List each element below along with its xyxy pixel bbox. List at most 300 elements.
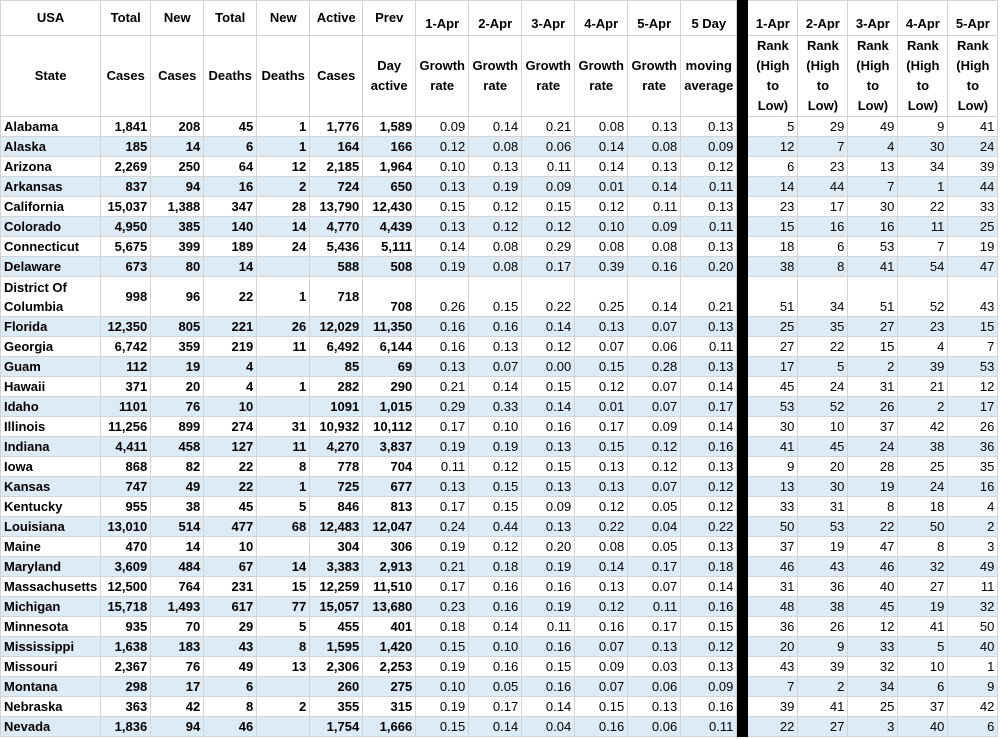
data-cell[interactable]: 0.13: [416, 357, 469, 377]
data-cell[interactable]: 0.12: [575, 377, 628, 397]
header-cell[interactable]: Rank (High to Low): [848, 36, 898, 117]
data-cell[interactable]: 6: [898, 677, 948, 697]
data-cell[interactable]: 18: [898, 497, 948, 517]
data-cell[interactable]: 0.13: [628, 637, 681, 657]
data-cell[interactable]: 0.16: [522, 417, 575, 437]
data-cell[interactable]: 0.13: [469, 337, 522, 357]
data-cell[interactable]: 0.12: [628, 437, 681, 457]
data-cell[interactable]: 8: [204, 697, 257, 717]
data-cell[interactable]: 8: [257, 637, 310, 657]
header-cell[interactable]: Cases: [310, 36, 363, 117]
data-cell[interactable]: 6,492: [310, 337, 363, 357]
data-cell[interactable]: 0.19: [522, 557, 575, 577]
data-cell[interactable]: 0.15: [575, 697, 628, 717]
data-cell[interactable]: 17: [798, 197, 848, 217]
data-cell[interactable]: 0.22: [575, 517, 628, 537]
data-cell[interactable]: 0.13: [575, 317, 628, 337]
data-cell[interactable]: 0.13: [681, 657, 737, 677]
data-cell[interactable]: 0.13: [416, 477, 469, 497]
data-cell[interactable]: 0.08: [469, 137, 522, 157]
data-cell[interactable]: 26: [948, 417, 998, 437]
data-cell[interactable]: 0.14: [469, 117, 522, 137]
header-cell[interactable]: Rank (High to Low): [898, 36, 948, 117]
data-cell[interactable]: 22: [748, 717, 798, 737]
data-cell[interactable]: 0.15: [469, 277, 522, 317]
data-cell[interactable]: 355: [310, 697, 363, 717]
data-cell[interactable]: 30: [798, 477, 848, 497]
state-cell[interactable]: Kansas: [1, 477, 101, 497]
data-cell[interactable]: 0.17: [469, 697, 522, 717]
data-cell[interactable]: 38: [748, 257, 798, 277]
data-cell[interactable]: 837: [101, 177, 151, 197]
data-cell[interactable]: 43: [798, 557, 848, 577]
data-cell[interactable]: 0.20: [681, 257, 737, 277]
data-cell[interactable]: 1,589: [363, 117, 416, 137]
data-cell[interactable]: 2: [257, 177, 310, 197]
data-cell[interactable]: 11,256: [101, 417, 151, 437]
data-cell[interactable]: 0.11: [681, 177, 737, 197]
data-cell[interactable]: 49: [848, 117, 898, 137]
data-cell[interactable]: 0.07: [628, 377, 681, 397]
header-cell[interactable]: 4-Apr: [575, 1, 628, 36]
data-cell[interactable]: 0.10: [416, 677, 469, 697]
state-cell[interactable]: District Of Columbia: [1, 277, 101, 317]
data-cell[interactable]: 0.17: [681, 397, 737, 417]
data-cell[interactable]: 0.06: [628, 717, 681, 737]
data-cell[interactable]: 0.09: [416, 117, 469, 137]
data-cell[interactable]: 0.18: [469, 557, 522, 577]
data-cell[interactable]: 764: [151, 577, 204, 597]
data-cell[interactable]: 12: [948, 377, 998, 397]
data-cell[interactable]: 6,742: [101, 337, 151, 357]
data-cell[interactable]: 298: [101, 677, 151, 697]
data-cell[interactable]: 0.28: [628, 357, 681, 377]
data-cell[interactable]: 470: [101, 537, 151, 557]
data-cell[interactable]: 0.13: [522, 517, 575, 537]
data-cell[interactable]: 401: [363, 617, 416, 637]
header-cell[interactable]: 4-Apr: [898, 1, 948, 36]
state-cell[interactable]: California: [1, 197, 101, 217]
data-cell[interactable]: 34: [798, 277, 848, 317]
data-cell[interactable]: 0.08: [575, 237, 628, 257]
data-cell[interactable]: 1: [257, 137, 310, 157]
data-cell[interactable]: 9: [898, 117, 948, 137]
data-cell[interactable]: 0.17: [575, 417, 628, 437]
state-cell[interactable]: Montana: [1, 677, 101, 697]
data-cell[interactable]: 19: [151, 357, 204, 377]
data-cell[interactable]: 11: [257, 437, 310, 457]
data-cell[interactable]: [257, 677, 310, 697]
data-cell[interactable]: 0.14: [628, 277, 681, 317]
data-cell[interactable]: 2: [848, 357, 898, 377]
data-cell[interactable]: 12,483: [310, 517, 363, 537]
data-cell[interactable]: 23: [798, 157, 848, 177]
data-cell[interactable]: 0.15: [469, 497, 522, 517]
data-cell[interactable]: 304: [310, 537, 363, 557]
data-cell[interactable]: 19: [898, 597, 948, 617]
data-cell[interactable]: 5: [798, 357, 848, 377]
data-cell[interactable]: 0.11: [416, 457, 469, 477]
data-cell[interactable]: 0.11: [628, 197, 681, 217]
data-cell[interactable]: 7: [948, 337, 998, 357]
data-cell[interactable]: 0.13: [681, 237, 737, 257]
data-cell[interactable]: 1,841: [101, 117, 151, 137]
data-cell[interactable]: 7: [848, 177, 898, 197]
data-cell[interactable]: 70: [151, 617, 204, 637]
data-cell[interactable]: 52: [798, 397, 848, 417]
data-cell[interactable]: 0.13: [681, 537, 737, 557]
data-cell[interactable]: 76: [151, 397, 204, 417]
data-cell[interactable]: 0.07: [575, 637, 628, 657]
data-cell[interactable]: 24: [257, 237, 310, 257]
data-cell[interactable]: 85: [310, 357, 363, 377]
header-cell[interactable]: Total: [204, 1, 257, 36]
data-cell[interactable]: 45: [204, 497, 257, 517]
data-cell[interactable]: 0.21: [416, 377, 469, 397]
data-cell[interactable]: 0.17: [522, 257, 575, 277]
header-cell[interactable]: Growth rate: [628, 36, 681, 117]
data-cell[interactable]: 36: [948, 437, 998, 457]
state-cell[interactable]: Nebraska: [1, 697, 101, 717]
data-cell[interactable]: 112: [101, 357, 151, 377]
data-cell[interactable]: 0.12: [522, 217, 575, 237]
data-cell[interactable]: 5,675: [101, 237, 151, 257]
state-cell[interactable]: Nevada: [1, 717, 101, 737]
data-cell[interactable]: 19: [848, 477, 898, 497]
data-cell[interactable]: 0.13: [522, 437, 575, 457]
data-cell[interactable]: 22: [798, 337, 848, 357]
header-cell[interactable]: New: [257, 1, 310, 36]
data-cell[interactable]: 8: [257, 457, 310, 477]
data-cell[interactable]: 0.08: [575, 537, 628, 557]
data-cell[interactable]: 0.07: [628, 477, 681, 497]
data-cell[interactable]: 0.12: [469, 197, 522, 217]
data-cell[interactable]: 13,680: [363, 597, 416, 617]
data-cell[interactable]: 2,253: [363, 657, 416, 677]
data-cell[interactable]: 35: [948, 457, 998, 477]
data-cell[interactable]: 0.17: [416, 577, 469, 597]
data-cell[interactable]: 183: [151, 637, 204, 657]
data-cell[interactable]: 40: [898, 717, 948, 737]
data-cell[interactable]: 899: [151, 417, 204, 437]
data-cell[interactable]: 484: [151, 557, 204, 577]
state-cell[interactable]: Maryland: [1, 557, 101, 577]
data-cell[interactable]: 0.21: [416, 557, 469, 577]
data-cell[interactable]: 250: [151, 157, 204, 177]
state-cell[interactable]: Alabama: [1, 117, 101, 137]
data-cell[interactable]: 1,388: [151, 197, 204, 217]
header-cell[interactable]: moving average: [681, 36, 737, 117]
data-cell[interactable]: 0.17: [628, 557, 681, 577]
data-cell[interactable]: 33: [848, 637, 898, 657]
data-cell[interactable]: 0.14: [575, 557, 628, 577]
data-cell[interactable]: 22: [898, 197, 948, 217]
data-cell[interactable]: 10,112: [363, 417, 416, 437]
data-cell[interactable]: [257, 357, 310, 377]
data-cell[interactable]: 955: [101, 497, 151, 517]
data-cell[interactable]: 0.33: [469, 397, 522, 417]
data-cell[interactable]: [257, 537, 310, 557]
header-cell[interactable]: 1-Apr: [416, 1, 469, 36]
header-cell[interactable]: 3-Apr: [522, 1, 575, 36]
data-cell[interactable]: 37: [898, 697, 948, 717]
state-cell[interactable]: Minnesota: [1, 617, 101, 637]
data-cell[interactable]: 47: [948, 257, 998, 277]
data-cell[interactable]: 0.08: [628, 137, 681, 157]
state-cell[interactable]: Alaska: [1, 137, 101, 157]
data-cell[interactable]: 51: [848, 277, 898, 317]
state-cell[interactable]: Delaware: [1, 257, 101, 277]
data-cell[interactable]: 29: [204, 617, 257, 637]
data-cell[interactable]: 0.12: [469, 457, 522, 477]
data-cell[interactable]: [257, 257, 310, 277]
data-cell[interactable]: 0.16: [522, 577, 575, 597]
data-cell[interactable]: 0.14: [628, 177, 681, 197]
data-cell[interactable]: 9: [748, 457, 798, 477]
data-cell[interactable]: 38: [798, 597, 848, 617]
state-cell[interactable]: Arizona: [1, 157, 101, 177]
data-cell[interactable]: 28: [848, 457, 898, 477]
data-cell[interactable]: 44: [948, 177, 998, 197]
data-cell[interactable]: 3: [948, 537, 998, 557]
data-cell[interactable]: 0.44: [469, 517, 522, 537]
data-cell[interactable]: 80: [151, 257, 204, 277]
data-cell[interactable]: 41: [798, 697, 848, 717]
data-cell[interactable]: 67: [204, 557, 257, 577]
data-cell[interactable]: 371: [101, 377, 151, 397]
data-cell[interactable]: 0.14: [681, 377, 737, 397]
data-cell[interactable]: 0.09: [681, 137, 737, 157]
data-cell[interactable]: 12,029: [310, 317, 363, 337]
data-cell[interactable]: 25: [948, 217, 998, 237]
header-cell[interactable]: Growth rate: [469, 36, 522, 117]
data-cell[interactable]: 0.12: [681, 477, 737, 497]
data-cell[interactable]: 0.16: [575, 617, 628, 637]
header-cell[interactable]: 5-Apr: [948, 1, 998, 36]
data-cell[interactable]: 11: [898, 217, 948, 237]
data-cell[interactable]: 7: [748, 677, 798, 697]
state-cell[interactable]: Arkansas: [1, 177, 101, 197]
data-cell[interactable]: 0.16: [522, 677, 575, 697]
data-cell[interactable]: 12,500: [101, 577, 151, 597]
data-cell[interactable]: 4: [898, 337, 948, 357]
data-cell[interactable]: 4: [848, 137, 898, 157]
data-cell[interactable]: 0.14: [575, 157, 628, 177]
data-cell[interactable]: 22: [848, 517, 898, 537]
data-cell[interactable]: 0.19: [416, 657, 469, 677]
data-cell[interactable]: 25: [898, 457, 948, 477]
data-cell[interactable]: 0.11: [522, 617, 575, 637]
data-cell[interactable]: 0.25: [575, 277, 628, 317]
data-cell[interactable]: 0.11: [681, 717, 737, 737]
data-cell[interactable]: 0.12: [522, 337, 575, 357]
data-cell[interactable]: 0.18: [416, 617, 469, 637]
data-cell[interactable]: 0.24: [416, 517, 469, 537]
data-cell[interactable]: 0.17: [628, 617, 681, 637]
data-cell[interactable]: 31: [257, 417, 310, 437]
data-cell[interactable]: 13: [848, 157, 898, 177]
data-cell[interactable]: 0.16: [469, 597, 522, 617]
state-cell[interactable]: Louisiana: [1, 517, 101, 537]
data-cell[interactable]: 39: [898, 357, 948, 377]
data-cell[interactable]: 15: [848, 337, 898, 357]
data-cell[interactable]: 10: [204, 537, 257, 557]
header-cell[interactable]: Total: [101, 1, 151, 36]
data-cell[interactable]: 30: [898, 137, 948, 157]
data-cell[interactable]: 41: [748, 437, 798, 457]
data-cell[interactable]: 16: [204, 177, 257, 197]
data-cell[interactable]: 42: [151, 697, 204, 717]
data-cell[interactable]: 10: [798, 417, 848, 437]
data-cell[interactable]: 38: [898, 437, 948, 457]
data-cell[interactable]: 6: [204, 677, 257, 697]
header-cell[interactable]: 1-Apr: [748, 1, 798, 36]
data-cell[interactable]: 53: [748, 397, 798, 417]
data-cell[interactable]: 36: [748, 617, 798, 637]
data-cell[interactable]: 37: [848, 417, 898, 437]
header-cell[interactable]: 3-Apr: [848, 1, 898, 36]
data-cell[interactable]: 617: [204, 597, 257, 617]
data-cell[interactable]: 0.16: [469, 577, 522, 597]
data-cell[interactable]: 677: [363, 477, 416, 497]
data-cell[interactable]: 46: [748, 557, 798, 577]
data-cell[interactable]: 0.11: [681, 337, 737, 357]
data-cell[interactable]: 17: [748, 357, 798, 377]
data-cell[interactable]: 477: [204, 517, 257, 537]
data-cell[interactable]: 0.07: [575, 337, 628, 357]
data-cell[interactable]: 0.16: [416, 317, 469, 337]
data-cell[interactable]: 94: [151, 717, 204, 737]
data-cell[interactable]: 49: [151, 477, 204, 497]
data-cell[interactable]: 9: [948, 677, 998, 697]
data-cell[interactable]: 52: [898, 277, 948, 317]
data-cell[interactable]: 44: [798, 177, 848, 197]
data-cell[interactable]: 0.08: [575, 117, 628, 137]
data-cell[interactable]: 18: [748, 237, 798, 257]
data-cell[interactable]: 0.15: [416, 197, 469, 217]
data-cell[interactable]: 2,367: [101, 657, 151, 677]
data-cell[interactable]: 2,306: [310, 657, 363, 677]
data-cell[interactable]: 94: [151, 177, 204, 197]
header-cell[interactable]: Day active: [363, 36, 416, 117]
data-cell[interactable]: 0.12: [469, 217, 522, 237]
data-cell[interactable]: 41: [948, 117, 998, 137]
data-cell[interactable]: 24: [948, 137, 998, 157]
data-cell[interactable]: 0.07: [469, 357, 522, 377]
data-cell[interactable]: 23: [748, 197, 798, 217]
data-cell[interactable]: 32: [848, 657, 898, 677]
data-cell[interactable]: 15,718: [101, 597, 151, 617]
data-cell[interactable]: 8: [898, 537, 948, 557]
data-cell[interactable]: 12: [748, 137, 798, 157]
data-cell[interactable]: 11,510: [363, 577, 416, 597]
state-cell[interactable]: Guam: [1, 357, 101, 377]
data-cell[interactable]: 21: [898, 377, 948, 397]
data-cell[interactable]: 0.14: [416, 237, 469, 257]
header-cell[interactable]: Growth rate: [416, 36, 469, 117]
data-cell[interactable]: 96: [151, 277, 204, 317]
data-cell[interactable]: 32: [948, 597, 998, 617]
data-cell[interactable]: 0.16: [522, 637, 575, 657]
data-cell[interactable]: 2,913: [363, 557, 416, 577]
data-cell[interactable]: 0.13: [469, 157, 522, 177]
data-cell[interactable]: 3,609: [101, 557, 151, 577]
data-cell[interactable]: 7: [898, 237, 948, 257]
header-cell[interactable]: Prev: [363, 1, 416, 36]
data-cell[interactable]: 164: [310, 137, 363, 157]
data-cell[interactable]: 1,493: [151, 597, 204, 617]
data-cell[interactable]: 514: [151, 517, 204, 537]
data-cell[interactable]: 140: [204, 217, 257, 237]
data-cell[interactable]: 5,436: [310, 237, 363, 257]
data-cell[interactable]: 0.12: [575, 497, 628, 517]
data-cell[interactable]: 12,047: [363, 517, 416, 537]
data-cell[interactable]: 0.06: [628, 337, 681, 357]
data-cell[interactable]: 6: [748, 157, 798, 177]
data-cell[interactable]: 0.19: [416, 257, 469, 277]
state-cell[interactable]: Massachusetts: [1, 577, 101, 597]
data-cell[interactable]: 315: [363, 697, 416, 717]
data-cell[interactable]: 22: [204, 277, 257, 317]
data-cell[interactable]: 0.19: [469, 437, 522, 457]
data-cell[interactable]: 0.16: [469, 657, 522, 677]
data-cell[interactable]: 26: [798, 617, 848, 637]
data-cell[interactable]: 43: [748, 657, 798, 677]
data-cell[interactable]: 30: [848, 197, 898, 217]
data-cell[interactable]: 0.14: [681, 577, 737, 597]
data-cell[interactable]: 12,259: [310, 577, 363, 597]
data-cell[interactable]: 0.13: [681, 317, 737, 337]
data-cell[interactable]: 399: [151, 237, 204, 257]
state-cell[interactable]: Illinois: [1, 417, 101, 437]
data-cell[interactable]: 15,057: [310, 597, 363, 617]
data-cell[interactable]: 231: [204, 577, 257, 597]
data-cell[interactable]: 0.21: [522, 117, 575, 137]
data-cell[interactable]: 3,383: [310, 557, 363, 577]
data-cell[interactable]: 1: [898, 177, 948, 197]
data-cell[interactable]: 0.14: [575, 137, 628, 157]
data-cell[interactable]: 24: [898, 477, 948, 497]
data-cell[interactable]: 282: [310, 377, 363, 397]
data-cell[interactable]: 0.12: [681, 157, 737, 177]
data-cell[interactable]: 747: [101, 477, 151, 497]
data-cell[interactable]: 0.15: [522, 457, 575, 477]
data-cell[interactable]: 68: [257, 517, 310, 537]
data-cell[interactable]: 0.16: [575, 717, 628, 737]
data-cell[interactable]: 0.23: [416, 597, 469, 617]
data-cell[interactable]: 0.16: [628, 257, 681, 277]
data-cell[interactable]: 45: [848, 597, 898, 617]
data-cell[interactable]: 13,010: [101, 517, 151, 537]
data-cell[interactable]: 673: [101, 257, 151, 277]
header-cell[interactable]: Growth rate: [522, 36, 575, 117]
data-cell[interactable]: 0.13: [416, 177, 469, 197]
data-cell[interactable]: 0.13: [681, 117, 737, 137]
header-cell[interactable]: USA: [1, 1, 101, 36]
data-cell[interactable]: 0.08: [469, 257, 522, 277]
data-cell[interactable]: 0.29: [522, 237, 575, 257]
data-cell[interactable]: 805: [151, 317, 204, 337]
data-cell[interactable]: [257, 717, 310, 737]
data-cell[interactable]: 14: [151, 137, 204, 157]
data-cell[interactable]: 1,666: [363, 717, 416, 737]
state-cell[interactable]: Michigan: [1, 597, 101, 617]
data-cell[interactable]: 0.00: [522, 357, 575, 377]
data-cell[interactable]: 0.09: [522, 177, 575, 197]
data-cell[interactable]: 1: [948, 657, 998, 677]
data-cell[interactable]: 12: [848, 617, 898, 637]
data-cell[interactable]: 3,837: [363, 437, 416, 457]
